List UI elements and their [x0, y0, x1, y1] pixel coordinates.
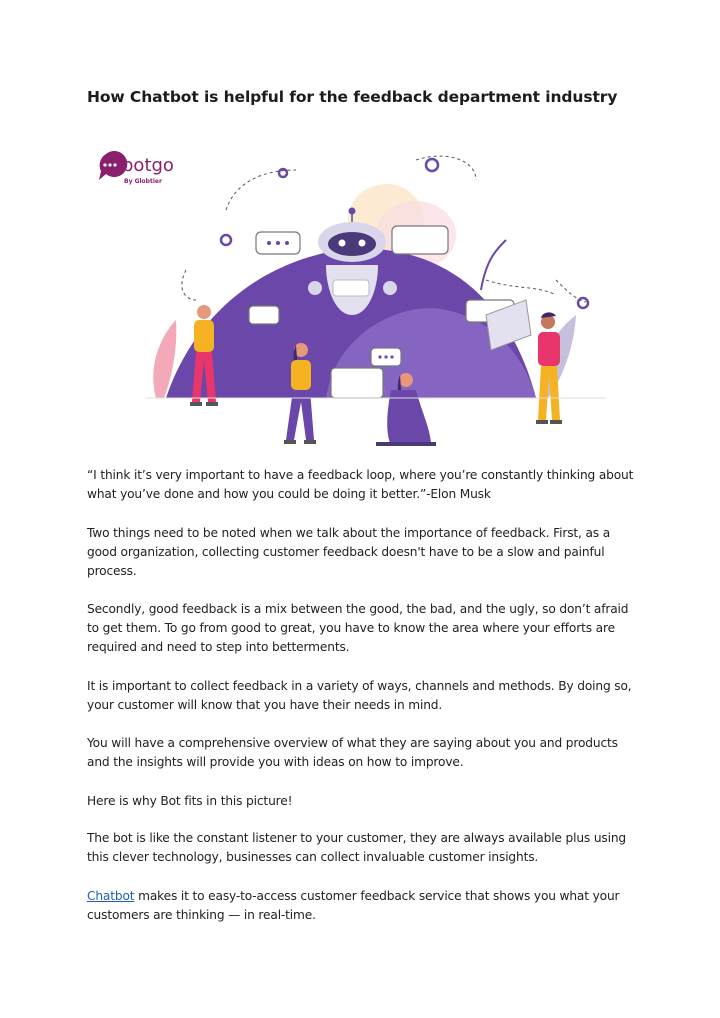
- chatbot-paragraph-rest: makes it to easy-to-access customer feedback service that shows you what your customers are thinking — in real-time.: [87, 889, 620, 922]
- paragraph-quote: “I think it’s very important to have a feedback loop, where you’re constantly thinking about what you’ve done and how you could be doing it better.”-Elon Musk: [87, 468, 634, 501]
- paragraph-bot-fits: Here is why Bot fits in this picture!: [87, 794, 293, 808]
- chatbot-link[interactable]: Chatbot: [87, 889, 135, 903]
- logo-brand: botgo: [122, 155, 174, 176]
- botgo-logo: [99, 151, 174, 185]
- paragraph-overview: You will have a comprehensive overview of what they are saying about you and products and the insights will provide you with ideas on how to improve.: [87, 736, 618, 769]
- chatbot-feedback-illustration: [86, 140, 634, 452]
- logo-tagline: By Globtier: [124, 178, 162, 185]
- paragraph-variety: It is important to collect feedback in a variety of ways, channels and methods. By doing so, your customer will know that you have their needs in mind.: [87, 679, 632, 712]
- paragraph-chatbot: [87, 887, 637, 925]
- paragraph-two-things: Two things need to be noted when we talk about the importance of feedback. First, as a good organization, collecting customer feedback doesn't have to be a slow and painful process.: [87, 526, 611, 578]
- paragraph-listener: The bot is like the constant listener to your customer, they are always available plus using this clever technology, businesses can collect invaluable customer insights.: [87, 831, 626, 864]
- page-title: How Chatbot is helpful for the feedback department industry: [87, 88, 618, 106]
- paragraph-secondly: Secondly, good feedback is a mix between the good, the bad, and the ugly, so don’t afraid to get them. To go from good to great, you have to know the area where your efforts are required and need to step into betterments.: [87, 602, 629, 654]
